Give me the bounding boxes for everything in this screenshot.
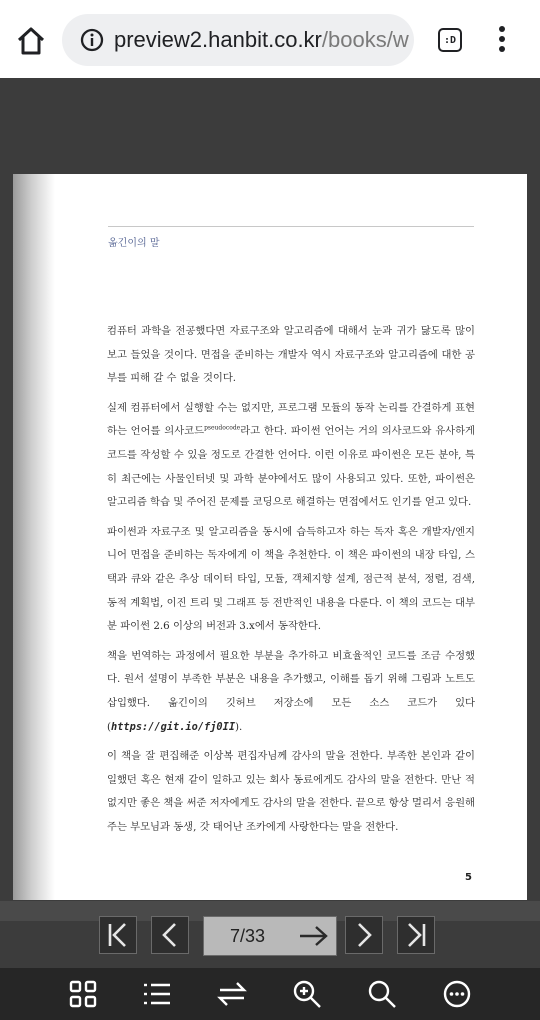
last-page-button[interactable] bbox=[397, 916, 435, 954]
first-page-button[interactable] bbox=[99, 916, 137, 954]
paragraph: 이 책을 잘 편집해준 이상복 편집자님께 감사의 말을 전한다. 부족한 본인과 같이 일했던 혹은 현재 같이 일하고 있는 회사 동료에게도 감사의 말을 전한다. 만난 적 없지만 좋은 책을 써준 저자에게도 감사의 말을 전한다. 끝으로 항상 멀리서 응원해주는 부모님과 동생, 갓 태어난 조카에게 사랑한다는 말을 전한다. bbox=[107, 750, 475, 833]
prev-page-icon bbox=[155, 920, 185, 950]
page-input[interactable] bbox=[203, 916, 337, 956]
tab-badge: :D bbox=[443, 34, 457, 46]
paragraph-text: 라고 한다. 파이썬 언어는 거의 의사코드와 유사하게 코드를 작성할 수 있을 정도로 간결한 언어다. 이런 이유로 파이썬은 모든 분야, 특히 최근에는 사물인터넷 및 과학 분야에서도 많이 사용되고 있다. 또한, 파이썬은 알고리즘 학습 및 주어진 문제를 코딩으로 해결하는 면접에서도 인기를 얻고 있다. bbox=[107, 425, 475, 509]
document-page bbox=[13, 174, 527, 900]
zoom-in-icon[interactable] bbox=[291, 978, 323, 1010]
page-body bbox=[107, 320, 475, 845]
first-page-icon bbox=[103, 920, 133, 950]
repo-link: https://git.io/fj0II bbox=[111, 720, 236, 733]
section-title: 옮긴이의 말 bbox=[108, 238, 160, 249]
url-text bbox=[114, 27, 409, 53]
paragraph bbox=[107, 397, 475, 515]
address-bar[interactable] bbox=[62, 14, 414, 66]
swap-icon[interactable] bbox=[216, 978, 248, 1010]
page-indicator: 7/33 bbox=[230, 925, 266, 946]
grid-view-icon[interactable] bbox=[67, 978, 99, 1010]
next-page-button[interactable] bbox=[345, 916, 383, 954]
paragraph: 파이썬과 자료구조 및 알고리즘을 동시에 습득하고자 하는 독자 혹은 개발자/엔지니어 면접을 준비하는 독자에게 이 책을 추천한다. 이 책은 파이썬의 내장 타입, 스택과 큐와 같은 추상 데이터 타입, 모듈, 객체지향 설계, 점근적 분석, 정렬, 검색, 동적 계획법, 이진 트리 및 그래프 등 전반적인 내용을 다룬다. 이 책의 코드는 대부분 파이썬 2.6 이상의 버전과 3.x에서 동작한다. bbox=[107, 525, 475, 633]
tabs-icon[interactable] bbox=[438, 28, 462, 52]
more-horiz-icon[interactable] bbox=[441, 978, 473, 1010]
url-host: preview2.hanbit.co.kr bbox=[114, 27, 322, 52]
superscript-note: pseudocode bbox=[204, 424, 241, 432]
paragraph-text: 실제 컴퓨터에서 실행할 수는 없지만, 프로그램 모듈의 동작 논리를 간결하게 표현하는 언어를 의사코드 bbox=[107, 401, 475, 438]
paragraph: 컴퓨터 과학을 전공했다면 자료구조와 알고리즘에 대해서 눈과 귀가 닳도록 많이 보고 들었을 것이다. 면접을 준비하는 개발자 역시 자료구조와 알고리즘에 대한 공부를 피해 갈 수 없을 것이다. bbox=[107, 325, 475, 385]
home-icon[interactable] bbox=[14, 24, 48, 58]
paragraph-text: 책을 번역하는 과정에서 필요한 부분을 추가하고 비효율적인 코드를 조금 수정했다. 원서 설명이 부족한 부분은 내용을 추가했고, 이해를 돕기 위해 그림과 노트도 삽입했다. 옮긴이의 깃허브 저장소에 모든 소스 코드가 있다( bbox=[107, 649, 476, 733]
more-vert-icon[interactable] bbox=[492, 26, 512, 56]
paragraph bbox=[107, 645, 475, 739]
page-gutter-shadow bbox=[13, 174, 55, 900]
viewer-toolbar bbox=[0, 968, 540, 1020]
list-icon[interactable] bbox=[141, 978, 173, 1010]
browser-toolbar bbox=[0, 0, 540, 78]
search-icon[interactable] bbox=[366, 978, 398, 1010]
last-page-icon bbox=[401, 920, 431, 950]
paragraph-text: ). bbox=[235, 720, 243, 733]
next-page-icon bbox=[349, 920, 379, 950]
prev-page-button[interactable] bbox=[151, 916, 189, 954]
document-viewer[interactable] bbox=[0, 78, 540, 1020]
url-path: /books/w bbox=[321, 27, 409, 52]
info-icon[interactable] bbox=[80, 28, 104, 52]
go-arrow-icon[interactable] bbox=[298, 924, 330, 948]
header-rule bbox=[108, 226, 474, 227]
page-number: 5 bbox=[465, 872, 472, 883]
